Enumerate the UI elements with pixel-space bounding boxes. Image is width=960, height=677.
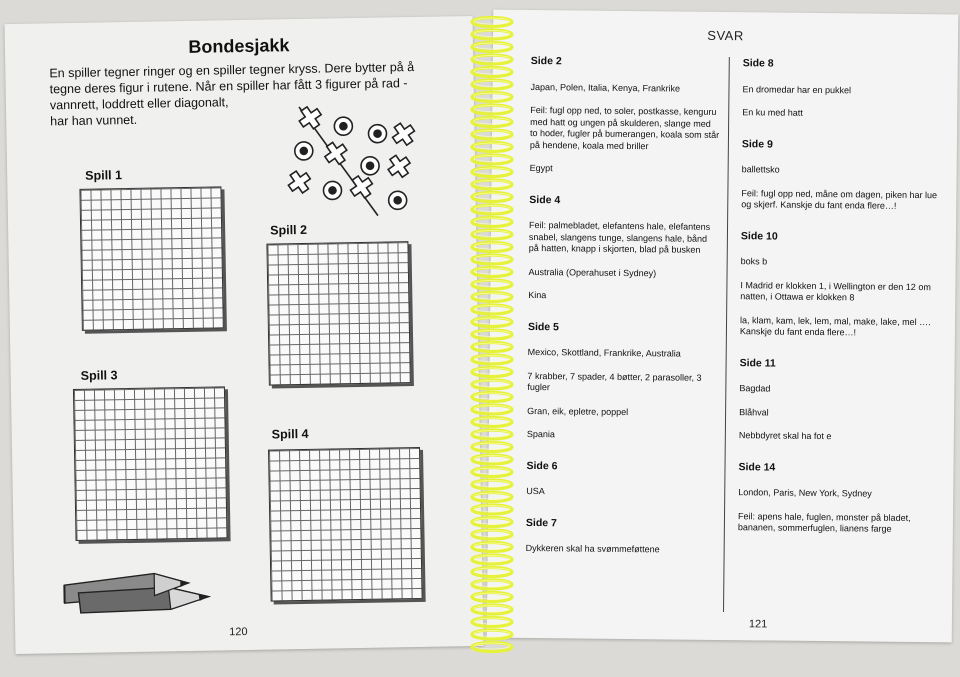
page-number: 120 <box>229 625 248 639</box>
instruction-line: vannrett, loddrett eller diagonalt, <box>49 95 229 113</box>
instruction-line: tegne deres figur i rutene. Når en spiller har fått 3 figurer på rad - <box>49 76 408 97</box>
left-page <box>5 16 484 654</box>
grid-label-spill-4: Spill 4 <box>271 426 309 442</box>
answers-left-column <box>525 56 720 576</box>
cross-mark <box>350 176 372 198</box>
page-title: Bondesjakk <box>188 35 290 57</box>
cross-mark <box>299 107 321 129</box>
pencils-illustration <box>58 556 229 619</box>
answer-section: Side 2 Japan, Polen, Italia, Kenya, Frankrike Feil: fugl opp ned, to soler, postkasse, kenguru med hatt og ungen på skulderen, slange med to hoder, fugler på bumerangen, koala som står på hendene, koala med briller Egypt <box>529 54 720 174</box>
answer-section: Side 8 En dromedar har en pukkel En ku med hatt <box>742 57 852 118</box>
page-number: 121 <box>748 618 768 631</box>
cross-mark <box>325 142 347 164</box>
answers-right-column <box>738 58 948 556</box>
answer-section: Side 4 Feil: palmebladet, elefantens hale, elefantens snabel, slangens tunge, slangens hale, bånd på hatten, knapp i skjorten, blad på busken Australia (Operahuset i Sydney) Kina <box>528 193 711 301</box>
answer-section: Side 5 Mexico, Skottland, Frankrike, Australia 7 krabber, 7 spader, 4 bøtter, 2 parasoller, 3 fugler Gran, eik, epletre, poppel Spania <box>526 320 702 440</box>
tic-tac-toe-illustration <box>281 97 433 220</box>
grid-label-spill-1: Spill 1 <box>85 168 123 183</box>
cross-mark <box>288 171 310 193</box>
cross-mark <box>392 123 414 145</box>
answer-section: Side 9 ballettsko Feil: fugl opp ned, måne om dagen, piken har lue og skjerf. Kanskje du fant enda flere…! <box>741 137 938 211</box>
instruction-line: En spiller tegner ringer og en spiller tegner kryss. Dere bytter på å <box>49 59 415 81</box>
answer-section: Side 11 Bagdad Blåhval Nebbdyret skal ha fot e <box>738 356 832 442</box>
instruction-line: har han vunnet. <box>50 112 138 129</box>
answer-section: Side 10 boks b I Madrid er klokken 1, i Wellington er den 12 om natten, i Ottawa er klokken 8 la, klam, kam, lek, lem, mal, make, lake, mel …. Kanskje du fant enda flere…! <box>739 229 931 338</box>
game-grid-spill-3[interactable] <box>73 386 228 541</box>
grid-label-spill-2: Spill 2 <box>270 222 308 238</box>
answer-section: Side 14 London, Paris, New York, Sydney Feil: apens hale, fuglen, monster på bladet, bananen, sommerfuglen, lianens farge <box>737 460 911 534</box>
answer-section: Side 6 USA <box>526 459 558 497</box>
right-page <box>487 10 959 643</box>
answer-section: Side 7 Dykkeren skal ha svømmeføttene <box>525 516 660 555</box>
cross-mark <box>388 155 410 177</box>
column-divider <box>723 57 730 612</box>
spiral-binding <box>462 12 522 662</box>
answers-heading: SVAR <box>707 27 744 44</box>
game-grid-spill-4[interactable] <box>268 447 423 602</box>
game-grid-spill-1[interactable] <box>79 186 223 330</box>
game-grid-spill-2[interactable] <box>266 241 410 385</box>
grid-label-spill-3: Spill 3 <box>80 368 118 383</box>
